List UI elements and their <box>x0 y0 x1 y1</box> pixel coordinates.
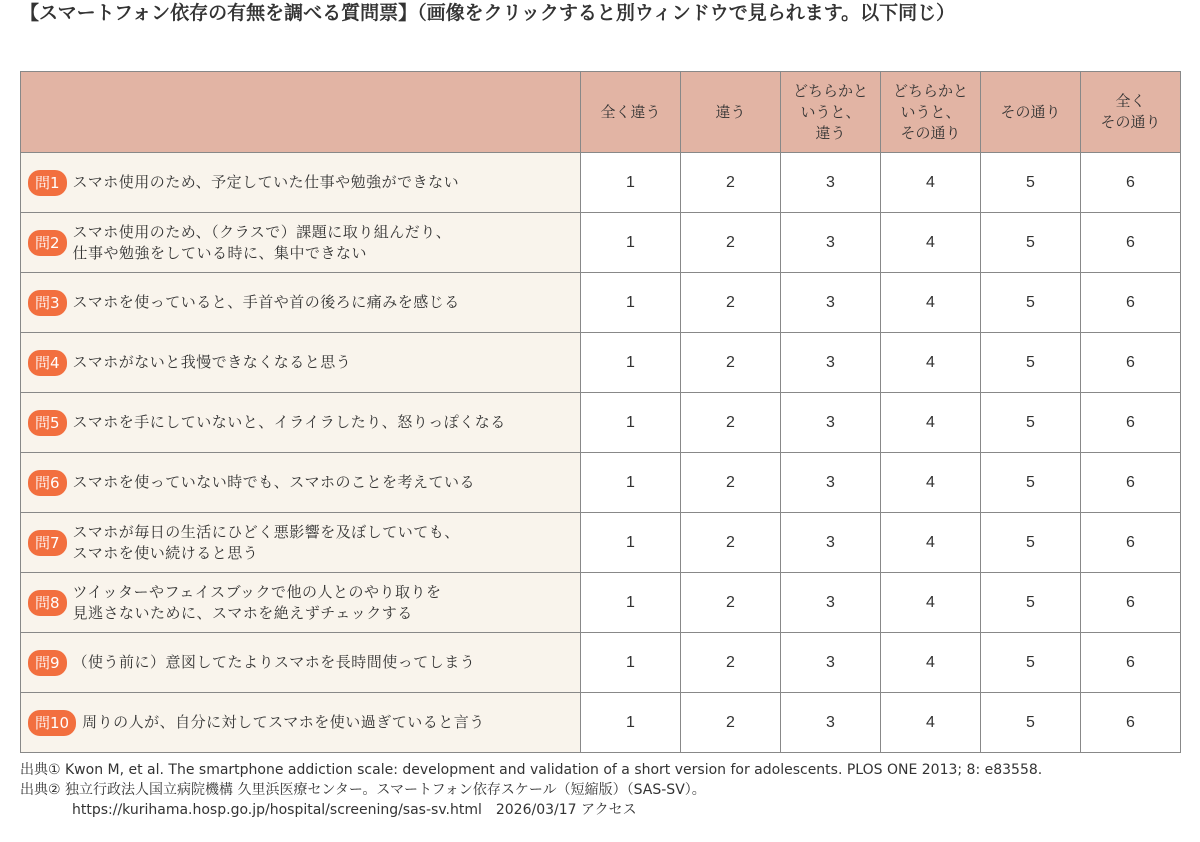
question-number-badge: 問2 <box>28 230 67 256</box>
score-cell: 2 <box>681 573 781 633</box>
table-header-row <box>21 72 1181 153</box>
question-cell <box>21 453 581 513</box>
score-cell: 4 <box>881 453 981 513</box>
question-cell <box>21 573 581 633</box>
score-cell: 6 <box>1081 153 1181 213</box>
question-text: スマホ使用のため、（クラスで）課題に取り組んだり、 仕事や勉強をしている時に、集中できない <box>72 222 452 262</box>
score-cell: 5 <box>981 573 1081 633</box>
table-row <box>21 513 1181 573</box>
score-cell: 3 <box>781 213 881 273</box>
page-title: 【スマートフォン依存の有無を調べる質問票】（画像をクリックすると別ウィンドウで見られます。以下同じ） <box>20 2 956 24</box>
score-cell: 1 <box>581 693 681 753</box>
question-cell <box>21 213 581 273</box>
score-cell: 1 <box>581 393 681 453</box>
source-1: 出典① Kwon M, et al. The smartphone addiction scale: development and validation of a short version for adolescents. PLOS ONE 2013; 8: e83558. <box>20 762 1043 778</box>
sources <box>20 760 1190 820</box>
score-cell: 2 <box>681 513 781 573</box>
score-cell: 1 <box>581 153 681 213</box>
source-2: 出典② 独立行政法人国立病院機構 久里浜医療センター。スマートフォン依存スケール（短縮版）（SAS-SV）。 <box>20 782 706 798</box>
score-cell: 4 <box>881 273 981 333</box>
score-cell: 4 <box>881 333 981 393</box>
score-cell: 5 <box>981 693 1081 753</box>
question-cell <box>21 513 581 573</box>
score-cell: 6 <box>1081 633 1181 693</box>
table-row <box>21 213 1181 273</box>
question-cell <box>21 693 581 753</box>
question-number-badge: 問8 <box>28 590 67 616</box>
score-cell: 1 <box>581 333 681 393</box>
score-cell: 3 <box>781 393 881 453</box>
score-cell: 2 <box>681 693 781 753</box>
table-row <box>21 273 1181 333</box>
score-cell: 5 <box>981 513 1081 573</box>
corner-header <box>21 72 581 153</box>
score-cell: 5 <box>981 213 1081 273</box>
table-row <box>21 393 1181 453</box>
score-cell: 6 <box>1081 693 1181 753</box>
question-text: ツイッターやフェイスブックで他の人とのやり取りを 見逃さないために、スマホを絶えずチェックする <box>72 582 442 622</box>
question-number-badge: 問3 <box>28 290 67 316</box>
question-number-badge: 問4 <box>28 350 67 376</box>
table-row <box>21 633 1181 693</box>
score-cell: 6 <box>1081 453 1181 513</box>
question-text: 周りの人が、自分に対してスマホを使い過ぎていると言う <box>82 713 485 731</box>
score-cell: 4 <box>881 153 981 213</box>
question-cell <box>21 153 581 213</box>
table-row <box>21 573 1181 633</box>
score-cell: 3 <box>781 693 881 753</box>
question-cell <box>21 333 581 393</box>
score-cell: 1 <box>581 513 681 573</box>
column-header: 違う <box>681 72 781 153</box>
score-cell: 1 <box>581 453 681 513</box>
table-row <box>21 153 1181 213</box>
score-cell: 6 <box>1081 513 1181 573</box>
score-cell: 3 <box>781 273 881 333</box>
question-text: スマホを使っていない時でも、スマホのことを考えている <box>72 473 475 491</box>
question-text: スマホを使っていると、手首や首の後ろに痛みを感じる <box>72 293 460 311</box>
score-cell: 6 <box>1081 393 1181 453</box>
score-cell: 5 <box>981 633 1081 693</box>
score-cell: 2 <box>681 153 781 213</box>
column-header: 全く その通り <box>1081 72 1181 153</box>
question-number-badge: 問9 <box>28 650 67 676</box>
table-row <box>21 333 1181 393</box>
score-cell: 2 <box>681 393 781 453</box>
question-text: スマホ使用のため、予定していた仕事や勉強ができない <box>72 173 460 191</box>
column-header: その通り <box>981 72 1081 153</box>
score-cell: 1 <box>581 213 681 273</box>
question-cell <box>21 393 581 453</box>
score-cell: 6 <box>1081 273 1181 333</box>
score-cell: 2 <box>681 333 781 393</box>
score-cell: 5 <box>981 273 1081 333</box>
score-cell: 5 <box>981 153 1081 213</box>
question-text: （使う前に）意図してたよりスマホを長時間使ってしまう <box>72 653 476 671</box>
column-header: どちらかと いうと、 違う <box>781 72 881 153</box>
question-number-badge: 問6 <box>28 470 67 496</box>
score-cell: 2 <box>681 453 781 513</box>
score-cell: 2 <box>681 213 781 273</box>
score-cell: 4 <box>881 633 981 693</box>
table-row <box>21 693 1181 753</box>
score-cell: 5 <box>981 393 1081 453</box>
score-cell: 3 <box>781 513 881 573</box>
score-cell: 3 <box>781 573 881 633</box>
score-cell: 4 <box>881 393 981 453</box>
score-cell: 3 <box>781 333 881 393</box>
score-cell: 1 <box>581 633 681 693</box>
score-cell: 4 <box>881 573 981 633</box>
table-row <box>21 453 1181 513</box>
score-cell: 3 <box>781 633 881 693</box>
question-text: スマホを手にしていないと、イライラしたり、怒りっぽくなる <box>72 413 506 431</box>
score-cell: 4 <box>881 513 981 573</box>
column-header: 全く違う <box>581 72 681 153</box>
score-cell: 4 <box>881 693 981 753</box>
score-cell: 6 <box>1081 333 1181 393</box>
question-cell <box>21 633 581 693</box>
source-url: https://kurihama.hosp.go.jp/hospital/screening/sas-sv.html 2026/03/17 アクセス <box>72 802 637 818</box>
question-number-badge: 問10 <box>28 710 76 736</box>
score-cell: 4 <box>881 213 981 273</box>
score-cell: 2 <box>681 273 781 333</box>
question-number-badge: 問1 <box>28 170 67 196</box>
score-cell: 6 <box>1081 213 1181 273</box>
question-number-badge: 問7 <box>28 530 67 556</box>
score-cell: 3 <box>781 453 881 513</box>
score-cell: 2 <box>681 633 781 693</box>
questionnaire-table <box>20 71 1181 753</box>
question-text: スマホが毎日の生活にひどく悪影響を及ぼしていても、 スマホを使い続けると思う <box>72 522 460 562</box>
score-cell: 1 <box>581 273 681 333</box>
score-cell: 5 <box>981 333 1081 393</box>
question-text: スマホがないと我慢できなくなると思う <box>72 353 352 371</box>
score-cell: 5 <box>981 453 1081 513</box>
score-cell: 3 <box>781 153 881 213</box>
question-number-badge: 問5 <box>28 410 67 436</box>
score-cell: 1 <box>581 573 681 633</box>
question-cell <box>21 273 581 333</box>
column-header: どちらかと いうと、 その通り <box>881 72 981 153</box>
score-cell: 6 <box>1081 573 1181 633</box>
